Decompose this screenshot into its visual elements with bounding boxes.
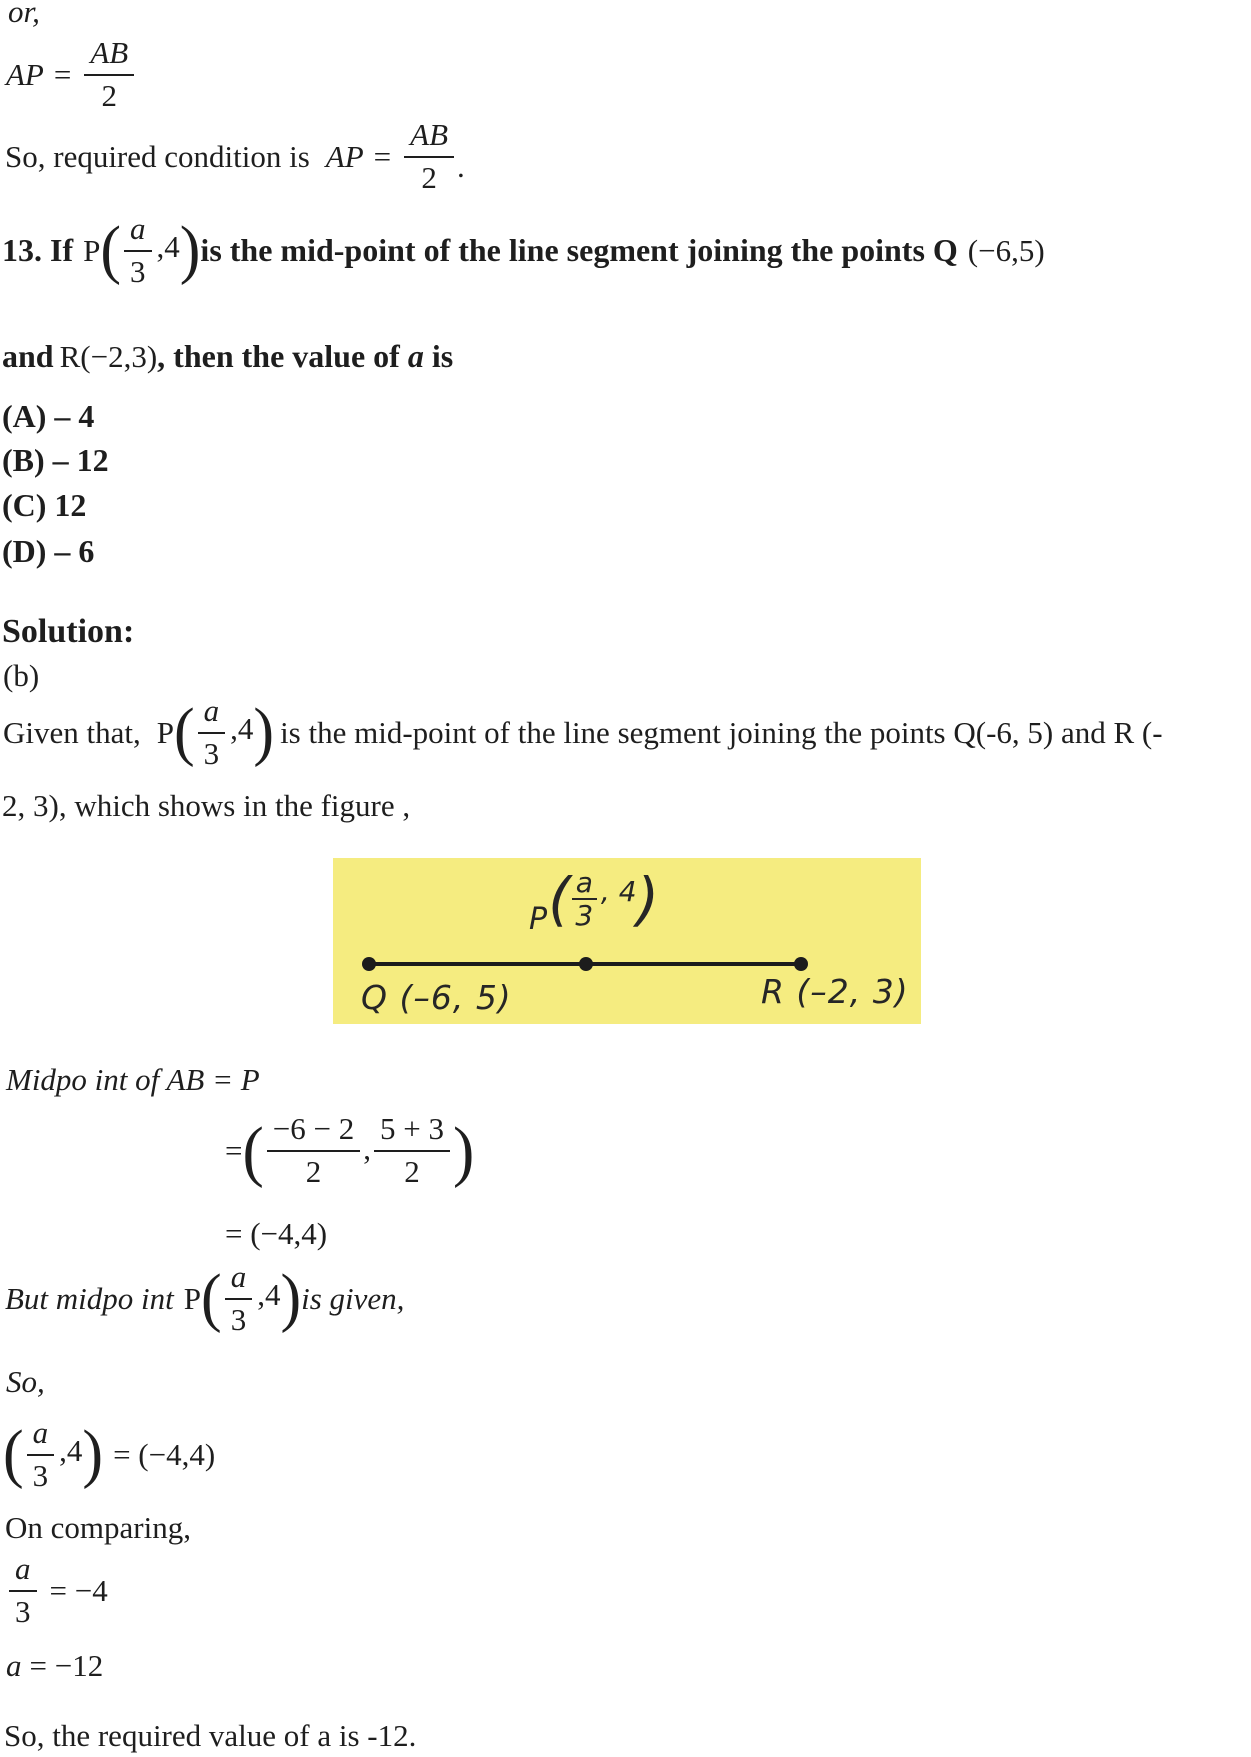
given-text: is the mid-point of the line segment joining the points Q(-6, 5) and R (- [280,714,1163,750]
required-prefix: So, required condition is [5,138,310,174]
midpoint-statement: Midpo int of AB = P [6,1062,260,1097]
fraction-a-3: $\frac{a}{3}$ [124,212,152,289]
fraction-x-coord: $\frac{-6 - 2}{2}$ [267,1112,360,1189]
equation-compare [3,1416,215,1493]
open-paren: ( [3,1418,24,1491]
fraction-a-3: $\frac{a}{3}$ [225,1260,253,1337]
option-a: (A) – 4 [2,398,95,434]
option-b: (B) – 12 [2,442,109,478]
point-p-symbol: P [83,232,101,268]
variable-a: a [407,338,424,374]
close-paren: ) [280,1262,302,1335]
coord-rest: ,4 [59,1432,83,1468]
equation-midpoint-step1 [225,1112,474,1189]
compare-rhs: = (−4,4) [113,1436,216,1472]
figure-r-label: R (–2, 3) [761,972,909,1011]
ap-lhs: AP [6,56,44,92]
close-paren: ) [179,214,201,287]
close-paren: ) [253,696,275,769]
coord-rest: ,4 [156,228,180,264]
coord-rest: ,4 [230,710,254,746]
solution-heading: Solution: [2,613,135,650]
equation-ap [6,36,137,113]
point-p-symbol: P [183,1280,202,1316]
figure-point-q-dot [362,957,376,971]
r-coordinates: (−2,3) [80,338,158,374]
question-number-lead: 13. If [2,232,74,269]
figure-p-letter: P [529,901,548,937]
equals-sign: = [53,56,72,92]
open-paren: ( [242,1112,264,1188]
figure-fraction-a-3: $\frac{a}{3}$ [572,868,597,931]
a-rhs: = −12 [29,1648,104,1683]
given-line-1 [3,694,1163,771]
equation-midpoint-step2: = (−4,4) [225,1216,328,1251]
or-line: or, [8,0,40,29]
open-paren: ( [174,696,195,769]
fraction-a-3: $\frac{a}{3}$ [9,1552,37,1629]
fraction-ab-2: $\frac{AB}{2}$ [404,118,454,195]
question-line-2 [2,338,453,375]
question-line2-text2: is [431,338,454,374]
and-word: and [2,338,54,374]
on-comparing-line: On comparing, [5,1510,191,1545]
equation-a-over-3 [6,1552,108,1629]
point-r-symbol: R [59,338,81,374]
open-paren: ( [201,1262,222,1335]
question-line1-text: is the mid-point of the line segment joining the points Q [200,232,958,269]
coord-rest: ,4 [257,1276,281,1312]
fraction-ab-2: $\frac{AB}{2}$ [84,36,134,113]
answer-letter: (b) [3,658,40,693]
figure-coord-rest: , 4 [600,874,637,908]
given-prefix: Given that, [3,714,141,750]
figure-midpoint-diagram [333,858,921,1024]
question-line-1 [2,212,1045,289]
fraction-a-3: $\frac{a}{3}$ [27,1416,55,1493]
equals-sign: = [373,138,392,174]
fraction-a-3: $\frac{a}{3}$ [198,694,226,771]
figure-q-label: Q (–6, 5) [361,978,512,1017]
figure-point-r-dot [794,957,808,971]
q-coordinates: (−6,5) [967,232,1045,268]
figure-point-p-dot [579,957,593,971]
but-midpoint-line [5,1260,404,1337]
final-statement: So, the required value of a is -12. [4,1718,417,1753]
so-line: So, [6,1364,45,1399]
required-condition-line [5,118,465,195]
period: . [457,149,465,185]
close-paren: ) [453,1112,475,1188]
figure-point-p-label [529,864,660,937]
but-prefix: But midpo int [5,1280,174,1316]
option-d: (D) – 6 [2,533,95,569]
required-ap: AP [325,138,364,174]
point-p-symbol: P [156,714,174,750]
given-line-2: 2, 3), which shows in the figure , [2,788,411,823]
equals-sign: = [225,1132,243,1168]
but-suffix: is given, [301,1280,405,1316]
question-line2-text1: , then the value of [157,338,400,374]
comma: , [363,1131,372,1167]
close-paren: ) [636,864,660,933]
a3-rhs: = −4 [49,1572,108,1608]
open-paren: ( [100,214,122,287]
fraction-y-coord: $\frac{5 + 3}{2}$ [374,1112,450,1189]
variable-a: a [6,1648,22,1683]
equation-a-value [6,1648,103,1684]
option-c: (C) 12 [2,487,87,523]
close-paren: ) [82,1418,104,1491]
open-paren: ( [548,864,571,933]
